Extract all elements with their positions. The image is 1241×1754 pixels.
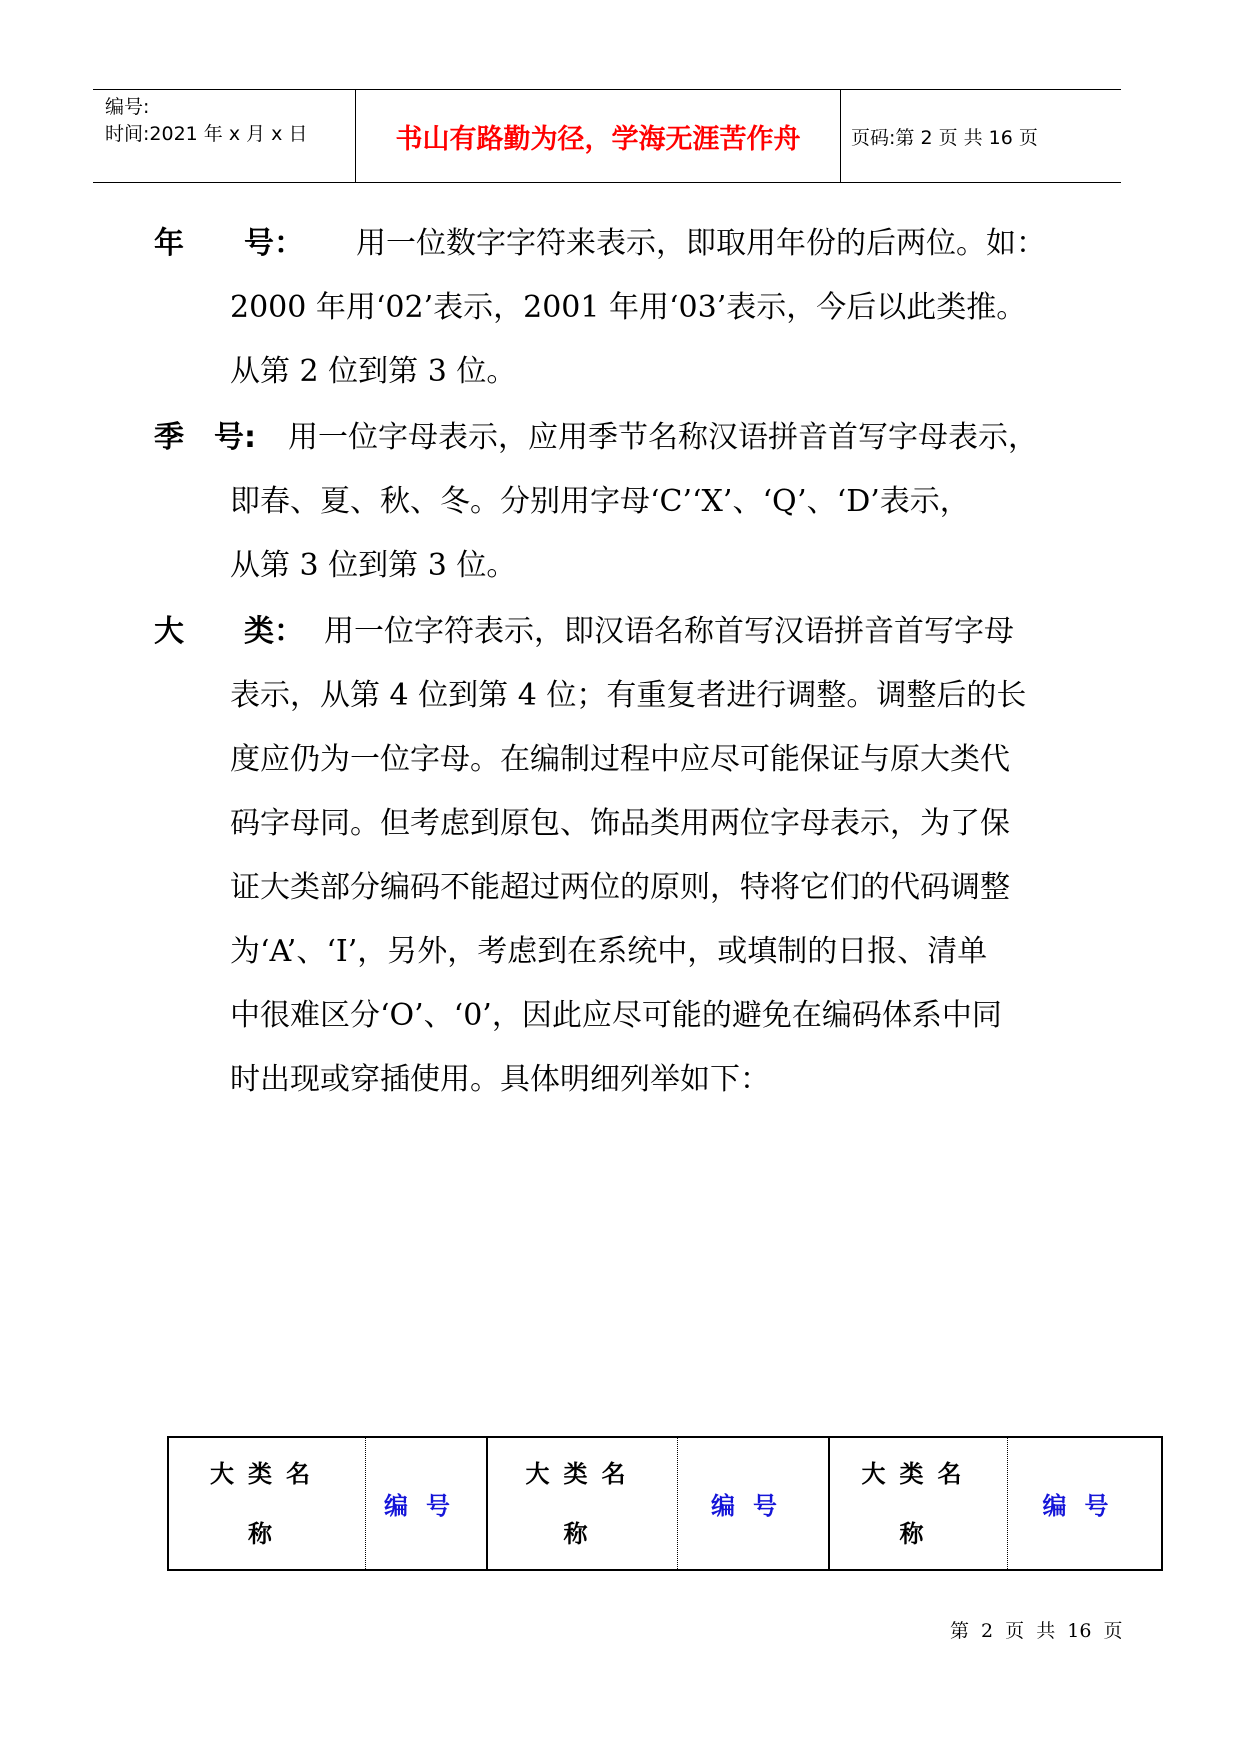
- text-line: 时出现或穿插使用。具体明细列举如下：: [230, 1062, 770, 1097]
- header-motto: 书山有路勤为径，学海无涯苦作舟: [355, 90, 841, 182]
- serial-label: 编号:: [105, 96, 150, 118]
- text-line: 从第 2 位到第 3 位。: [230, 354, 517, 389]
- text-line: 用一位字符表示，即汉语名称首写汉语拼音首写字母: [324, 614, 1014, 649]
- text-line: 即春、夏、秋、冬。分别用字母‘C’‘X’、‘Q’、‘D’表示，: [230, 484, 970, 519]
- text-line: 为‘A’、‘I’，另外，考虑到在系统中，或填制的日报、清单: [230, 934, 988, 969]
- page-header: [93, 89, 1121, 183]
- time-label: 时间:2021 年 x 月 x 日: [105, 123, 308, 145]
- text-line: 中很难区分‘O’、‘0’，因此应尽可能的避免在编码体系中同: [230, 998, 1002, 1033]
- name-header: 大类名 称: [168, 1437, 366, 1570]
- text-line: 用一位字母表示，应用季节名称汉语拼音首写字母表示，: [288, 420, 1038, 455]
- category-code-table: [167, 1436, 1163, 1571]
- code-header: 编号: [366, 1437, 488, 1570]
- text-line: 码字母同。但考虑到原包、饰品类用两位字母表示，为了保: [230, 806, 1010, 841]
- text-line: 表示，从第 4 位到第 4 位；有重复者进行调整。调整后的长: [230, 678, 1027, 713]
- text-line: 证大类部分编码不能超过两位的原则，特将它们的代码调整: [230, 870, 1010, 905]
- code-header: 编号: [678, 1437, 830, 1570]
- term-season: 季 号:: [154, 420, 256, 455]
- page-footer: 第 2 页 共 16 页: [950, 1620, 1123, 1642]
- text-line: 从第 3 位到第 3 位。: [230, 548, 517, 583]
- table-header-row: [168, 1437, 1162, 1570]
- code-header: 编号: [1008, 1437, 1163, 1570]
- text-line: 用一位数字字符来表示，即取用年份的后两位。如：: [356, 226, 1046, 261]
- text-line: 2000 年用‘02’表示，2001 年用‘03’表示，今后以此类推。: [230, 290, 1027, 325]
- text-line: 度应仍为一位字母。在编制过程中应尽可能保证与原大类代: [230, 742, 1010, 777]
- term-year: 年 号：: [154, 226, 304, 261]
- header-page-info: 页码:第 2 页 共 16 页: [851, 126, 1038, 149]
- name-header: 大类名 称: [829, 1437, 1008, 1570]
- name-header: 大类名 称: [487, 1437, 678, 1570]
- header-meta: [93, 90, 355, 182]
- term-category: 大 类：: [154, 614, 304, 649]
